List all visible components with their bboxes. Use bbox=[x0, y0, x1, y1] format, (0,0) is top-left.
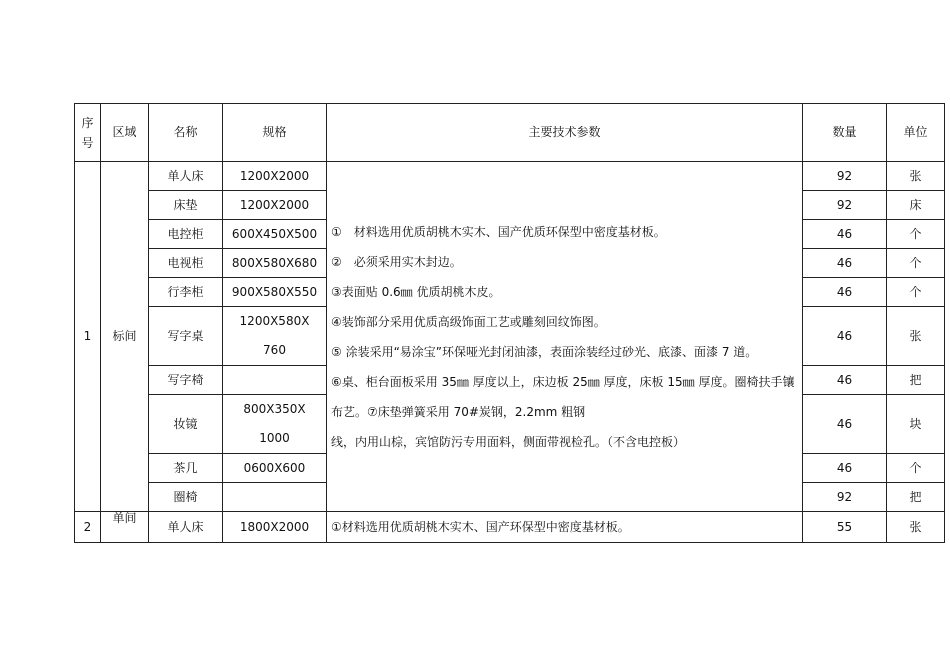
header-zone: 区域 bbox=[101, 104, 149, 162]
item-qty: 92 bbox=[803, 191, 887, 220]
item-name: 圈椅 bbox=[149, 483, 223, 512]
param-line: ⑥桌、柜台面板采用 35㎜ 厚度以上，床边板 25㎜ 厚度，床板 15㎜ 厚度。圈椅扶手镶布艺。⑦床垫弹簧采用 70#炭钢，2.2mm 粗钢 bbox=[331, 374, 795, 419]
table-row bbox=[75, 512, 945, 543]
item-unit: 块 bbox=[887, 395, 945, 454]
item-spec bbox=[223, 366, 327, 395]
item-spec: 1200X2000 bbox=[223, 191, 327, 220]
group2-zone: 单间 bbox=[101, 512, 149, 543]
item-spec: 0600X600 bbox=[223, 454, 327, 483]
item-qty: 46 bbox=[803, 307, 887, 366]
header-unit: 单位 bbox=[887, 104, 945, 162]
item-qty: 46 bbox=[803, 395, 887, 454]
item-unit: 张 bbox=[887, 307, 945, 366]
item-unit: 个 bbox=[887, 454, 945, 483]
item-qty: 92 bbox=[803, 162, 887, 191]
item-unit: 床 bbox=[887, 191, 945, 220]
header-qty: 数量 bbox=[803, 104, 887, 162]
param-line: 线，内用山棕，宾馆防污专用面料，侧面带视检孔。（不含电控板） bbox=[331, 434, 686, 449]
item-spec: 1200X580X 760 bbox=[223, 307, 327, 366]
param-line: ⑤ 涂装采用“易涂宝”环保哑光封闭油漆，表面涂装经过砂光、底漆、面漆 7 道。 bbox=[331, 344, 758, 359]
item-name: 写字椅 bbox=[149, 366, 223, 395]
param-line: ④装饰部分采用优质高级饰面工艺或雕刻回纹饰图。 bbox=[331, 314, 606, 329]
item-spec: 600X450X500 bbox=[223, 220, 327, 249]
furniture-spec-table bbox=[74, 103, 945, 543]
header-name: 名称 bbox=[149, 104, 223, 162]
item-name: 床垫 bbox=[149, 191, 223, 220]
group1-seq: 1 bbox=[75, 162, 101, 512]
item-spec: 800X580X680 bbox=[223, 249, 327, 278]
header-params: 主要技术参数 bbox=[327, 104, 803, 162]
param-line: ③表面贴 0.6㎜ 优质胡桃木皮。 bbox=[331, 284, 501, 299]
item-name: 单人床 bbox=[149, 162, 223, 191]
param-line: ① 材料选用优质胡桃木实木、国产优质环保型中密度基材板。 bbox=[331, 224, 666, 239]
item-unit: 把 bbox=[887, 366, 945, 395]
group1-zone: 标间 bbox=[101, 162, 149, 512]
item-qty: 46 bbox=[803, 249, 887, 278]
item-name: 电控柜 bbox=[149, 220, 223, 249]
header-row bbox=[75, 104, 945, 162]
item-unit: 张 bbox=[887, 162, 945, 191]
item-qty: 92 bbox=[803, 483, 887, 512]
item-qty: 55 bbox=[803, 512, 887, 543]
group2-seq: 2 bbox=[75, 512, 101, 543]
group1-tech-params bbox=[327, 162, 803, 512]
item-qty: 46 bbox=[803, 220, 887, 249]
header-spec: 规格 bbox=[223, 104, 327, 162]
item-unit: 张 bbox=[887, 512, 945, 543]
item-name: 写字桌 bbox=[149, 307, 223, 366]
item-qty: 46 bbox=[803, 366, 887, 395]
param-line: ② 必须采用实木封边。 bbox=[331, 254, 462, 269]
item-name: 妆镜 bbox=[149, 395, 223, 454]
item-unit: 个 bbox=[887, 278, 945, 307]
item-name: 行李柜 bbox=[149, 278, 223, 307]
item-spec: 900X580X550 bbox=[223, 278, 327, 307]
header-seq: 序 号 bbox=[75, 104, 101, 162]
item-qty: 46 bbox=[803, 278, 887, 307]
item-name: 电视柜 bbox=[149, 249, 223, 278]
table-row bbox=[75, 162, 945, 191]
item-unit: 个 bbox=[887, 249, 945, 278]
group2-tech-params: ①材料选用优质胡桃木实木、国产环保型中密度基材板。 bbox=[327, 512, 803, 543]
item-name: 单人床 bbox=[149, 512, 223, 543]
item-spec bbox=[223, 483, 327, 512]
item-spec: 1200X2000 bbox=[223, 162, 327, 191]
item-spec: 1800X2000 bbox=[223, 512, 327, 543]
item-unit: 把 bbox=[887, 483, 945, 512]
item-name: 茶几 bbox=[149, 454, 223, 483]
item-unit: 个 bbox=[887, 220, 945, 249]
item-spec: 800X350X 1000 bbox=[223, 395, 327, 454]
item-qty: 46 bbox=[803, 454, 887, 483]
